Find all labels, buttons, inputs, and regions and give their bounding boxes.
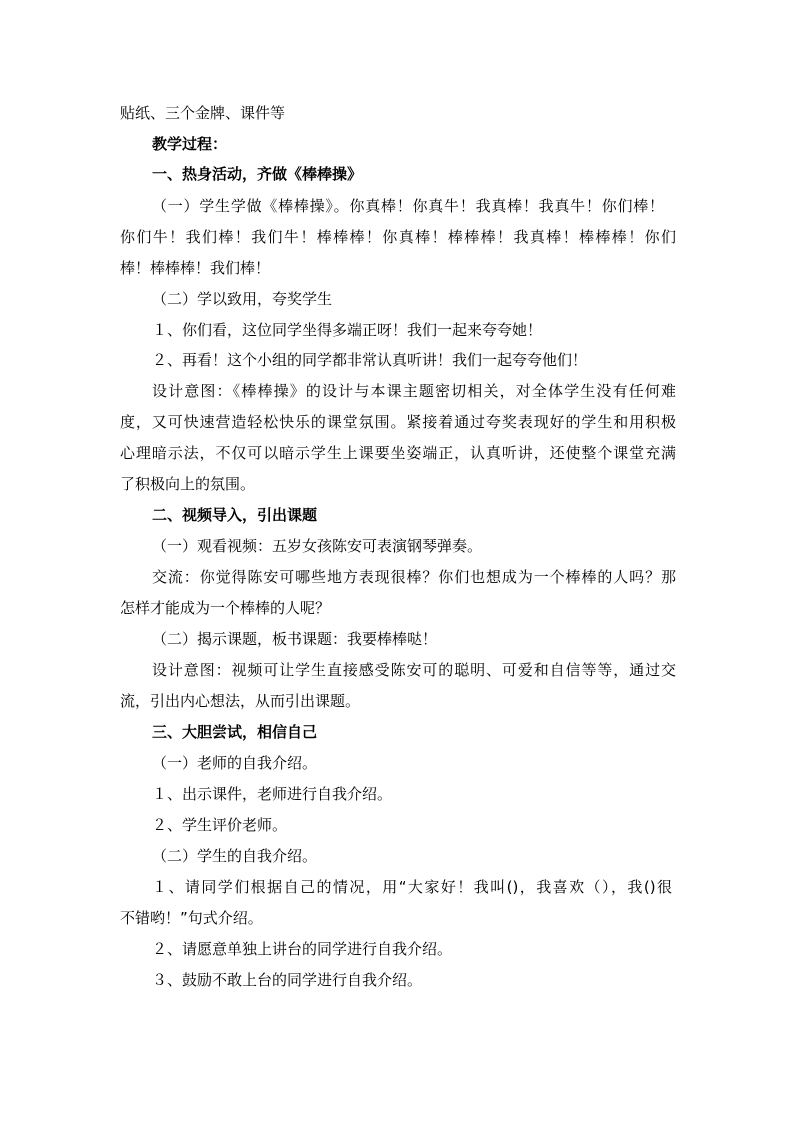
text-line: （一）老师的自我介绍。 — [152, 754, 318, 772]
text-line: ２、请愿意单独上讲台的同学进行自我介绍。 — [152, 940, 453, 958]
text-line: （二）揭示课题，板书课题：我要棒棒哒！ — [152, 630, 438, 648]
text-line: 不错哟！”句式介绍。 — [120, 909, 263, 927]
text-line: （一）观看视频：五岁女孩陈安可表演钢琴弹奏。 — [152, 537, 483, 555]
text-line: １、出示课件，老师进行自我介绍。 — [152, 785, 393, 803]
text-line: 度，又可快速营造轻松快乐的课堂氛围。紧接着通过夸奖表现好的学生和用积极 — [120, 413, 676, 431]
text-line: 心理暗示法，不仅可以暗示学生上课要坐姿端正，认真听讲，还使整个课堂充满 — [120, 444, 676, 462]
text-line: 设计意图：《棒棒操》的设计与本课主题密切相关，对全体学生没有任何难 — [152, 382, 676, 400]
text-line: ２、再看！这个小组的同学都非常认真听讲！我们一起夸夸他们！ — [152, 351, 588, 369]
text-line: 你们牛！我们棒！我们牛！棒棒棒！你真棒！棒棒棒！我真棒！棒棒棒！你们 — [120, 228, 676, 246]
section-heading: 一、热身活动，齐做《棒棒操》 — [152, 165, 363, 183]
text-line: 怎样才能成为一个棒棒的人呢？ — [120, 599, 331, 617]
text-line: （二）学以致用，夸奖学生 — [152, 290, 333, 308]
text-line: 交流：你觉得陈安可哪些地方表现很棒？你们也想成为一个棒棒的人吗？那 — [152, 568, 676, 586]
section-heading: 教学过程： — [152, 135, 228, 153]
text-line: （一）学生学做《棒棒操》。你真棒！你真牛！我真棒！我真牛！你们棒！ — [152, 197, 664, 215]
text-line: １、你们看，这位同学坐得多端正呀！我们一起来夸夸她！ — [152, 321, 543, 339]
text-line: ２、学生评价老师。 — [152, 816, 288, 834]
text-line: （二）学生的自我介绍。 — [152, 847, 318, 865]
section-heading: 三、大胆尝试，相信自己 — [152, 723, 318, 741]
text-line: 流，引出内心想法，从而引出课题。 — [120, 692, 361, 710]
text-line: 棒！棒棒棒！我们棒！ — [120, 259, 271, 277]
text-line: １、请同学们根据自己的情况，用“大家好！我叫()，我喜欢（），我()很 — [152, 878, 672, 896]
section-heading: 二、视频导入，引出课题 — [152, 506, 318, 524]
text-line: 了积极向上的氛围。 — [120, 475, 256, 493]
text-line: ３、鼓励不敢上台的同学进行自我介绍。 — [152, 971, 423, 989]
text-line: 设计意图：视频可让学生直接感受陈安可的聪明、可爱和自信等等，通过交 — [152, 661, 676, 679]
text-line: 贴纸、三个金牌、课件等 — [120, 104, 286, 122]
